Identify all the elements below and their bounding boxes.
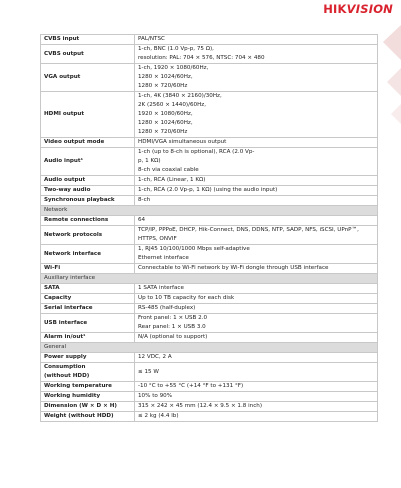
spec-value-line: PAL/NTSC	[138, 36, 165, 42]
spec-row-working-humidity	[41, 392, 378, 402]
spec-row-audio-output	[41, 176, 378, 186]
spec-value-line: ≤ 15 W	[138, 368, 159, 375]
spec-value	[135, 35, 378, 45]
spec-label: Wi-Fi	[41, 264, 135, 274]
spec-label: Network interface	[41, 245, 135, 264]
spec-label: Capacity	[41, 294, 135, 304]
spec-value	[135, 64, 378, 92]
spec-value-line: Front panel: 1 × USB 2.0	[138, 315, 208, 321]
spec-value	[135, 148, 378, 176]
spec-row-serial-interface	[41, 304, 378, 314]
spec-value-line: Ethernet interface	[138, 255, 189, 261]
logo-text-hik: HIK	[323, 2, 347, 16]
spec-label: Dimension (W × D × H)	[41, 402, 135, 412]
spec-label: Synchronous playback	[41, 196, 135, 206]
spec-label: Remote connections	[41, 216, 135, 226]
spec-value-line: 1-ch (up to 8-ch is optional), RCA (2.0 Vp-	[138, 149, 255, 155]
logo-text-vision: VISION	[346, 2, 393, 16]
spec-value-line: ≤ 2 kg (4.4 lb)	[138, 413, 179, 419]
spec-value-line: 1-ch, 4K (3840 × 2160)/30Hz,	[138, 93, 222, 99]
spec-value-line: -10 °C to +55 °C (+14 °F to +131 °F)	[138, 383, 244, 389]
spec-value-line: 8-ch via coaxial cable	[138, 167, 199, 173]
spec-label: Network protocols	[41, 226, 135, 245]
spec-row-dimension-w-d-h	[41, 402, 378, 412]
spec-row-vga-output	[41, 64, 378, 92]
spec-row-wi-fi	[41, 264, 378, 274]
spec-row-alarm-in-out	[41, 333, 378, 343]
spec-value-line: TCP/IP, PPPoE, DHCP, Hik-Connect, DNS, DDNS, NTP, SADP, NFS, iSCSI, UPnP™,	[138, 227, 359, 233]
spec-value-line: N/A (optional to support)	[138, 334, 208, 340]
specification-table	[40, 34, 378, 422]
spec-label: SATA	[41, 284, 135, 294]
spec-row-hdmi-output	[41, 92, 378, 138]
spec-row-two-way-audio	[41, 186, 378, 196]
spec-value	[135, 304, 378, 314]
section-header-general	[41, 343, 378, 353]
spec-value	[135, 284, 378, 294]
spec-row-synchronous-playback	[41, 196, 378, 206]
spec-value	[135, 392, 378, 402]
spec-label: Weight (without HDD)	[41, 412, 135, 422]
spec-value-line: 1-ch, RCA (2.0 Vp-p, 1 KΩ) (using the audio input)	[138, 187, 278, 193]
spec-label: Video output mode	[41, 138, 135, 148]
spec-label: Audio output	[41, 176, 135, 186]
spec-label-line: Consumption	[44, 364, 86, 370]
spec-row-consumption-without-hdd	[41, 363, 378, 382]
spec-value-line: 1920 × 1080/60Hz,	[138, 111, 193, 117]
spec-label: USB interface	[41, 314, 135, 333]
spec-value-line: 1280 × 1024/60Hz,	[138, 74, 193, 80]
spec-value	[135, 264, 378, 274]
spec-row-capacity	[41, 294, 378, 304]
section-title: Network	[41, 206, 378, 216]
spec-value-line: 10% to 90%	[138, 393, 173, 399]
spec-value	[135, 196, 378, 206]
section-title: General	[41, 343, 378, 353]
spec-label: Working humidity	[41, 392, 135, 402]
spec-label: Alarm in/out¹	[41, 333, 135, 343]
spec-value	[135, 45, 378, 64]
spec-value	[135, 294, 378, 304]
spec-label-line: (without HDD)	[44, 373, 90, 379]
hikvision-logo	[323, 2, 393, 16]
spec-label: CVBS output	[41, 45, 135, 64]
section-header-network	[41, 206, 378, 216]
spec-value-line: 315 × 242 × 45 mm (12.4 × 9.5 × 1.8 inch)	[138, 403, 263, 409]
spec-value	[135, 176, 378, 186]
spec-value	[135, 226, 378, 245]
section-title: Auxiliary interface	[41, 274, 378, 284]
spec-value	[135, 363, 378, 382]
spec-value-line: resolution: PAL: 704 × 576, NTSC: 704 × 480	[138, 55, 265, 61]
spec-value	[135, 245, 378, 264]
spec-value-line: 1280 × 1024/60Hz,	[138, 120, 193, 126]
spec-value-line: 2K (2560 × 1440)/60Hz,	[138, 102, 207, 108]
spec-value	[135, 412, 378, 422]
spec-row-usb-interface	[41, 314, 378, 333]
spec-label: Two-way audio	[41, 186, 135, 196]
spec-label: Power supply	[41, 353, 135, 363]
spec-value	[135, 353, 378, 363]
spec-value-line: RS-485 (half-duplex)	[138, 305, 196, 311]
spec-value-line: 1, RJ45 10/100/1000 Mbps self-adaptive	[138, 246, 250, 252]
spec-value	[135, 138, 378, 148]
spec-value	[135, 333, 378, 343]
spec-value-line: 1-ch, BNC (1.0 Vp-p, 75 Ω),	[138, 46, 214, 52]
spec-value-line: Rear panel: 1 × USB 3.0	[138, 324, 206, 330]
page-header	[0, 0, 401, 34]
spec-value	[135, 382, 378, 392]
spec-value-line: 1-ch, RCA (Linear, 1 KΩ)	[138, 177, 206, 183]
spec-value-line: HTTPS, ONVIF	[138, 236, 177, 242]
spec-label: Serial interface	[41, 304, 135, 314]
spec-row-remote-connections	[41, 216, 378, 226]
spec-row-cvbs-input	[41, 35, 378, 45]
spec-row-power-supply	[41, 353, 378, 363]
spec-row-audio-input	[41, 148, 378, 176]
spec-label: VGA output	[41, 64, 135, 92]
spec-value	[135, 216, 378, 226]
spec-value	[135, 92, 378, 138]
spec-label: CVBS input	[41, 35, 135, 45]
spec-value	[135, 314, 378, 333]
spec-value-line: 1-ch, 1920 × 1080/60Hz,	[138, 65, 209, 71]
spec-value-line: Up to 10 TB capacity for each disk	[138, 295, 235, 301]
spec-value	[135, 186, 378, 196]
spec-label	[41, 363, 135, 382]
spec-value-line: HDMI/VGA simultaneous output	[138, 139, 227, 145]
spec-value-line: 64	[138, 217, 146, 223]
spec-value-line: p, 1 KΩ)	[138, 158, 161, 164]
spec-value-line: Connectable to Wi-Fi network by Wi-Fi dongle through USB interface	[138, 265, 329, 271]
spec-value-line: 12 VDC, 2 A	[138, 354, 172, 360]
spec-value-line: 8-ch	[138, 197, 151, 203]
spec-label: Audio input¹	[41, 148, 135, 176]
spec-row-network-interface	[41, 245, 378, 264]
spec-row-video-output-mode	[41, 138, 378, 148]
spec-value	[135, 402, 378, 412]
spec-row-sata	[41, 284, 378, 294]
spec-value-line: 1 SATA interface	[138, 285, 184, 291]
spec-row-network-protocols	[41, 226, 378, 245]
spec-value-line: 1280 × 720/60Hz	[138, 83, 188, 89]
spec-label: HDMI output	[41, 92, 135, 138]
spec-row-working-temperature	[41, 382, 378, 392]
spec-value-line: 1280 × 720/60Hz	[138, 129, 188, 135]
spec-label: Working temperature	[41, 382, 135, 392]
spec-row-cvbs-output	[41, 45, 378, 64]
section-header-auxiliary-interface	[41, 274, 378, 284]
spec-row-weight-without-hdd	[41, 412, 378, 422]
